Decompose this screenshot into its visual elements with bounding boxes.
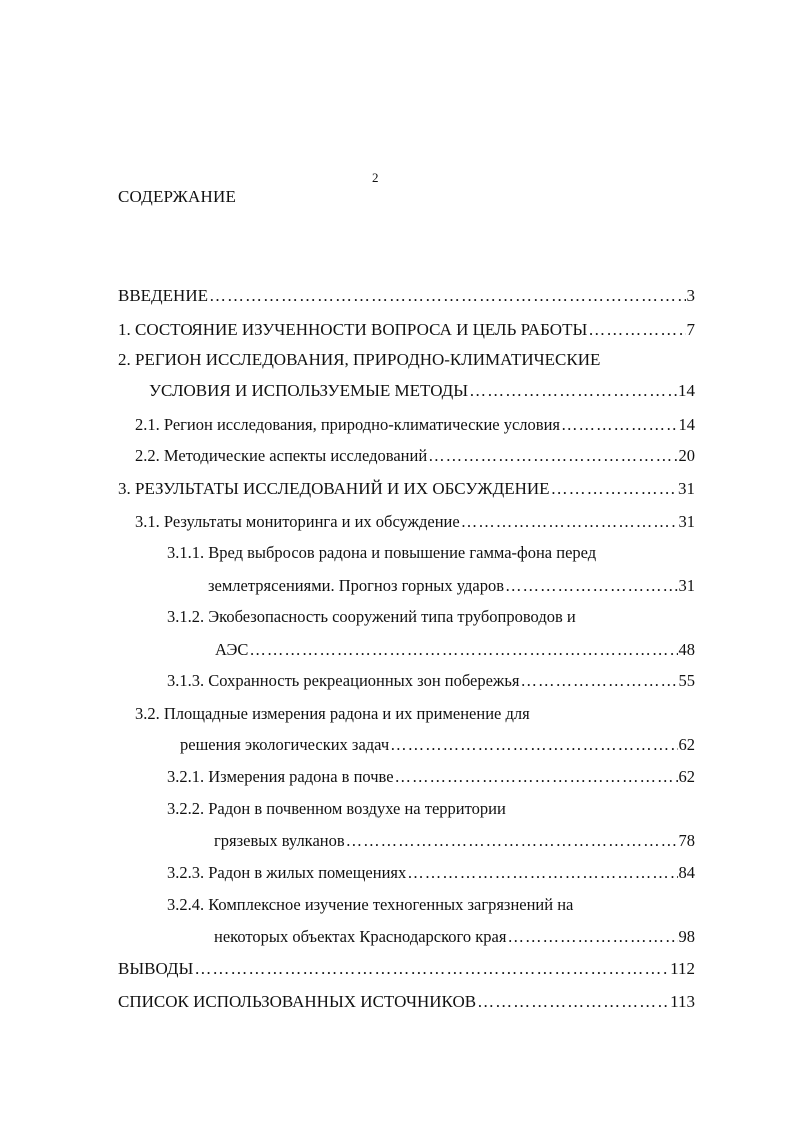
toc-entry-label: СПИСОК ИСПОЛЬЗОВАННЫХ ИСТОЧНИКОВ bbox=[118, 992, 477, 1011]
toc-entry-section-2[interactable] bbox=[149, 381, 695, 401]
toc-entry-label: 3.1. Результаты мониторинга и их обсуждение bbox=[135, 512, 460, 531]
toc-entry-label: некоторых объектах Краснодарского края bbox=[214, 927, 507, 946]
toc-entry-label: 3.1.3. Сохранность рекреационных зон побережья bbox=[167, 671, 520, 690]
toc-entry-label: 2.1. Регион исследования, природно-климатические условия bbox=[135, 415, 560, 434]
toc-entry-references[interactable] bbox=[118, 992, 695, 1012]
dot-leader bbox=[428, 446, 677, 466]
dot-leader bbox=[588, 320, 685, 340]
dot-leader bbox=[505, 576, 678, 596]
toc-entry-section-3-2-2[interactable] bbox=[214, 831, 695, 851]
toc-entry-section-2-2[interactable] bbox=[135, 446, 695, 466]
toc-entry-page: 7 bbox=[686, 320, 695, 339]
dot-leader bbox=[395, 767, 678, 787]
toc-entry-page: 31 bbox=[678, 576, 695, 595]
toc-entry-page: 48 bbox=[678, 640, 695, 659]
toc-entry-page: 14 bbox=[678, 381, 695, 400]
toc-entry-section-3-1-2-line1[interactable]: 3.1.2. Экобезопасность сооружений типа трубопроводов и bbox=[167, 607, 576, 626]
toc-entry-label: решения экологических задач bbox=[180, 735, 390, 754]
toc-entry-page: 20 bbox=[678, 446, 695, 465]
toc-entry-section-3-2-3[interactable] bbox=[167, 863, 695, 883]
dot-leader bbox=[551, 479, 677, 499]
toc-entry-section-3-2-4-line1[interactable]: 3.2.4. Комплексное изучение техногенных загрязнений на bbox=[167, 895, 574, 914]
toc-entry-page: 31 bbox=[678, 512, 695, 531]
toc-entry-page: 31 bbox=[678, 479, 695, 498]
dot-leader bbox=[561, 415, 678, 435]
toc-entry-section-1[interactable] bbox=[118, 320, 695, 340]
toc-entry-label: 2.2. Методические аспекты исследований bbox=[135, 446, 428, 465]
toc-entry-label: 1. СОСТОЯНИЕ ИЗУЧЕННОСТИ ВОПРОСА И ЦЕЛЬ РАБОТЫ bbox=[118, 320, 588, 339]
toc-entry-section-3[interactable] bbox=[118, 479, 695, 499]
toc-entry-page: 84 bbox=[678, 863, 695, 882]
toc-entry-section-3-1-1[interactable] bbox=[208, 576, 695, 596]
toc-entry-section-3-1-1-line1[interactable]: 3.1.1. Вред выбросов радона и повышение гамма-фона перед bbox=[167, 543, 597, 562]
dot-leader bbox=[477, 992, 669, 1012]
dot-leader bbox=[407, 863, 677, 883]
toc-entry-section-3-2-line1[interactable]: 3.2. Площадные измерения радона и их применение для bbox=[135, 704, 530, 723]
dot-leader bbox=[461, 512, 678, 532]
toc-entry-section-3-2-2-line1[interactable]: 3.2.2. Радон в почвенном воздухе на территории bbox=[167, 799, 506, 818]
toc-entry-label: грязевых вулканов bbox=[214, 831, 345, 850]
toc-entry-label: ВВЕДЕНИЕ bbox=[118, 286, 208, 305]
toc-entry-label: 3.2.1. Измерения радона в почве bbox=[167, 767, 394, 786]
toc-entry-page: 78 bbox=[678, 831, 695, 850]
toc-entry-page: 62 bbox=[678, 767, 695, 786]
toc-entry-page: 98 bbox=[678, 927, 695, 946]
toc-entry-label: АЭС bbox=[215, 640, 249, 659]
toc-entry-page: 3 bbox=[686, 286, 695, 305]
toc-entry-section-3-2-1[interactable] bbox=[167, 767, 695, 787]
toc-entry-label: землетрясениями. Прогноз горных ударов bbox=[208, 576, 504, 595]
toc-entry-label: 3. РЕЗУЛЬТАТЫ ИССЛЕДОВАНИЙ И ИХ ОБСУЖДЕНИЕ bbox=[118, 479, 550, 498]
toc-entry-label: УСЛОВИЯ И ИСПОЛЬЗУЕМЫЕ МЕТОДЫ bbox=[149, 381, 469, 400]
toc-entry-section-3-1[interactable] bbox=[135, 512, 695, 532]
toc-entry-label: ВЫВОДЫ bbox=[118, 959, 194, 978]
dot-leader bbox=[209, 286, 686, 306]
toc-entry-section-3-1-3[interactable] bbox=[167, 671, 695, 691]
toc-entry-page: 113 bbox=[670, 992, 695, 1011]
dot-leader bbox=[469, 381, 677, 401]
toc-entry-section-2-line1[interactable]: 2. РЕГИОН ИССЛЕДОВАНИЯ, ПРИРОДНО-КЛИМАТИЧЕСКИЕ bbox=[118, 350, 601, 369]
toc-entry-label: 3.2.3. Радон в жилых помещениях bbox=[167, 863, 407, 882]
toc-entry-section-2-1[interactable] bbox=[135, 415, 695, 435]
dot-leader bbox=[520, 671, 677, 691]
toc-entry-page: 14 bbox=[678, 415, 695, 434]
toc-entry-page: 55 bbox=[678, 671, 695, 690]
toc-entry-page: 112 bbox=[670, 959, 695, 978]
page-number: 2 bbox=[372, 170, 379, 185]
toc-entry-section-3-2[interactable] bbox=[180, 735, 695, 755]
toc-entry-section-3-1-2[interactable] bbox=[215, 640, 695, 660]
dot-leader bbox=[390, 735, 677, 755]
dot-leader bbox=[507, 927, 677, 947]
page-title: СОДЕРЖАНИЕ bbox=[118, 187, 237, 206]
toc-entry-conclusions[interactable] bbox=[118, 959, 695, 979]
dot-leader bbox=[346, 831, 678, 851]
dot-leader bbox=[249, 640, 677, 660]
toc-entry-page: 62 bbox=[678, 735, 695, 754]
toc-entry-intro[interactable] bbox=[118, 286, 695, 306]
toc-entry-section-3-2-4[interactable] bbox=[214, 927, 695, 947]
dot-leader bbox=[194, 959, 669, 979]
